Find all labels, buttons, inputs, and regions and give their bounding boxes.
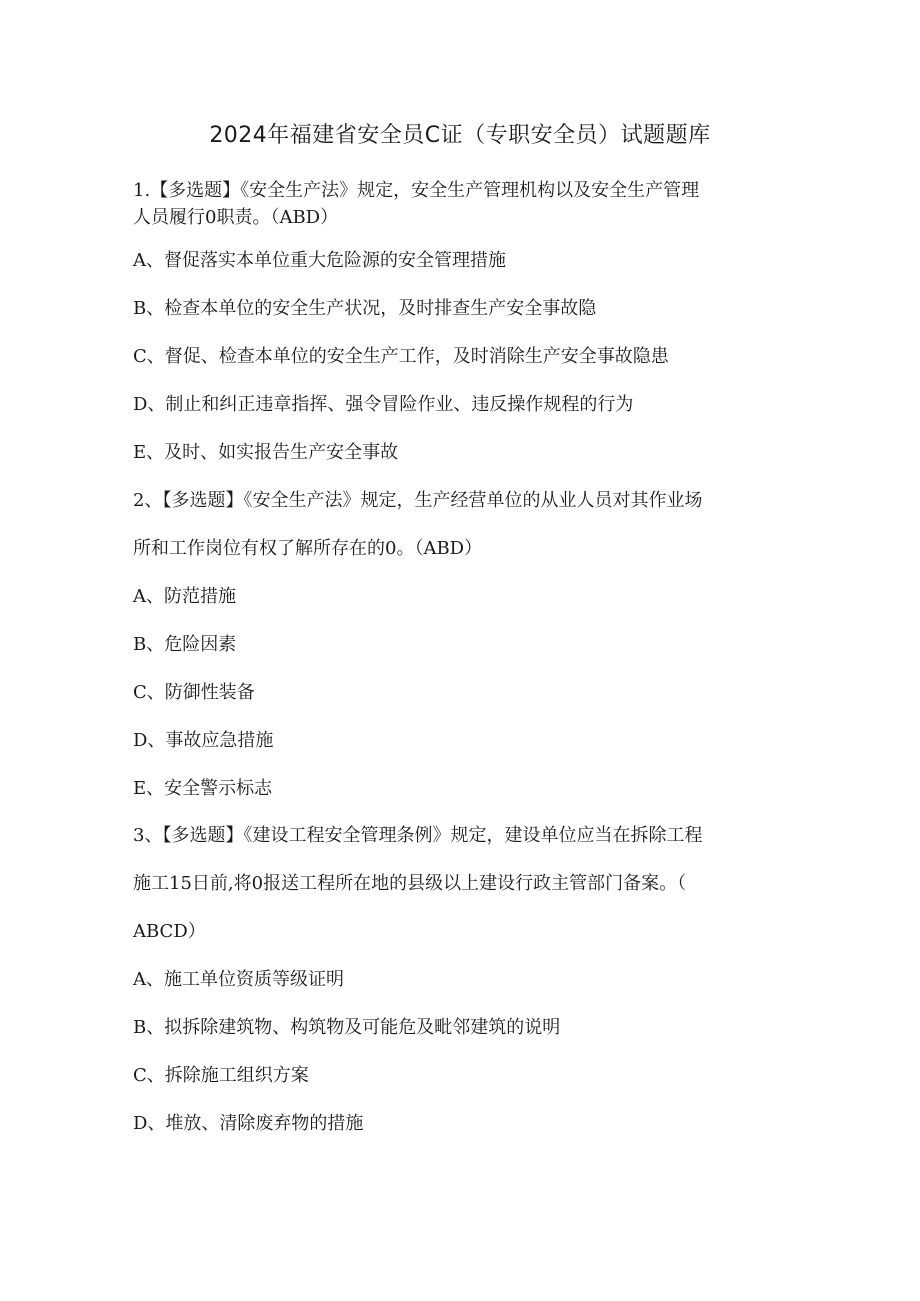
question-1-option-d: D、制止和纠正违章指挥、强令冒险作业、违反操作规程的行为 [133,394,634,415]
question-3-option-a: A、施工单位资质等级证明 [133,969,344,990]
question-2-stem-line-1: 2、【多选题】《安全生产法》规定，生产经营单位的从业人员对其作业场 [133,490,703,511]
question-2-option-c: C、防御性装备 [133,682,255,703]
question-2-option-a: A、防范措施 [133,586,236,607]
question-3-option-d: D、堆放、清除废弃物的措施 [133,1113,364,1134]
question-3-stem-line-3: ABCD） [133,921,206,942]
question-1-option-c: C、督促、检查本单位的安全生产工作，及时消除生产安全事故隐患 [133,346,669,367]
document-title: 2024年福建省安全员C证（专职安全员）试题题库 [209,123,711,148]
question-1-option-e: E、及时、如实报告生产安全事故 [133,442,399,463]
question-3-option-c: C、拆除施工组织方案 [133,1065,309,1086]
question-1-stem-line-2: 人员履行0职责。（ABD） [133,207,339,228]
question-3-stem-line-1: 3、【多选题】《建设工程安全管理条例》规定，建设单位应当在拆除工程 [133,825,703,846]
question-3-option-b: B、拟拆除建筑物、构筑物及可能危及毗邻建筑的说明 [133,1017,561,1038]
question-2-option-b: B、危险因素 [133,634,237,655]
question-1-option-a: A、督促落实本单位重大危险源的安全管理措施 [133,250,506,271]
question-2-stem-line-2: 所和工作岗位有权了解所存在的0。（ABD） [133,538,483,559]
question-2-option-e: E、安全警示标志 [133,778,273,799]
question-2-option-d: D、事故应急措施 [133,730,274,751]
question-3-stem-line-2: 施工15日前,将0报送工程所在地的县级以上建设行政主管部门备案。（ [133,873,687,894]
question-1-stem-line-1: 1.【多选题】《安全生产法》规定，安全生产管理机构以及安全生产管理 [133,180,700,201]
question-1-option-b: B、检查本单位的安全生产状况，及时排查生产安全事故隐 [133,298,597,319]
